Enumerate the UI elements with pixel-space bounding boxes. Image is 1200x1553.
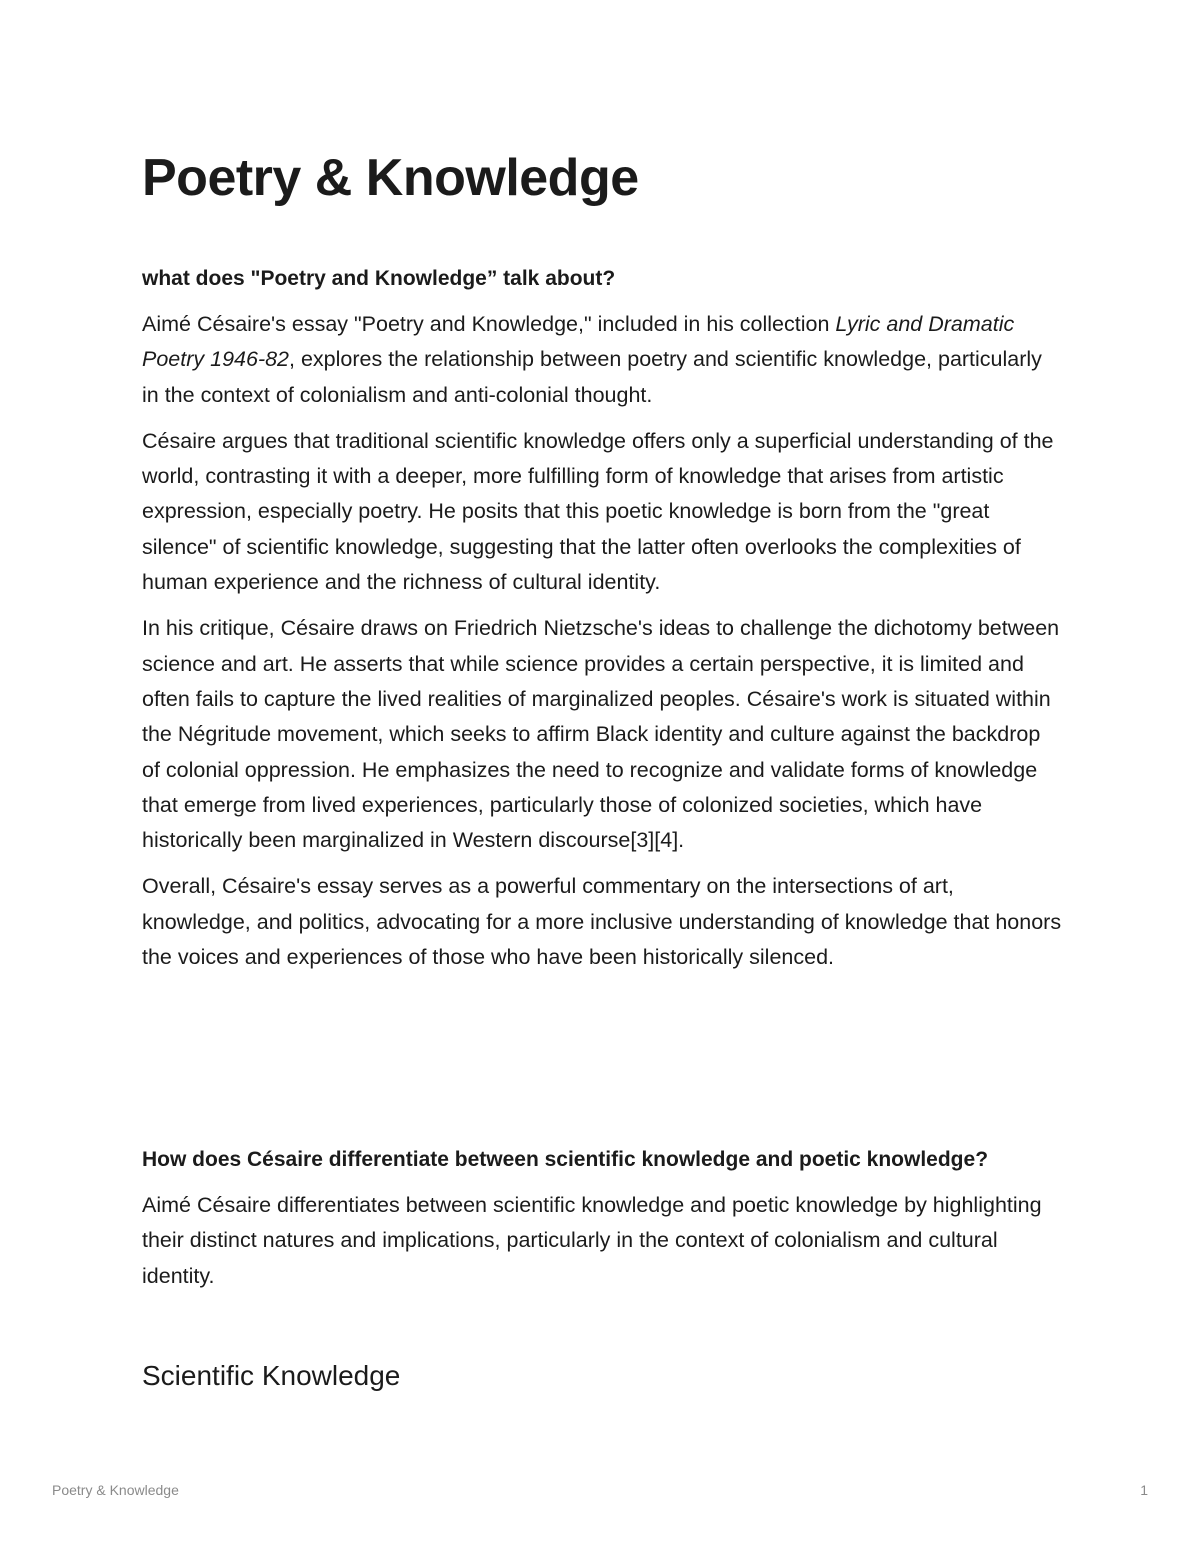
book-title-italic: Lyric and Dramatic Poetry 1946-82 <box>142 312 1015 372</box>
paragraph-overall: Overall, Césaire's essay serves as a powerful commentary on the intersections of art, knowledge, and politics, advocating for a more inclusive understanding of knowledge that honors the voices and experiences of those who have been historically silenced. <box>142 874 1062 970</box>
paragraph-argument: Césaire argues that traditional scientific knowledge offers only a superficial understanding of the world, contrasting it with a deeper, more fulfilling form of knowledge that arises from artistic expression, especially poetry. He posits that this poetic knowledge is born from the "great silence" of scientific knowledge, suggesting that the latter often overlooks the complexities of human experience and the richness of cultural identity. <box>142 428 1054 595</box>
section-what-does-it-talk-about <box>142 261 1062 975</box>
paragraph-intro-text-end: , explores the relationship between poetry and scientific knowledge, particularly in the context of colonialism and anti-colonial thought. <box>142 347 1042 407</box>
question-heading: what does "Poetry and Knowledge” talk about? <box>142 267 616 290</box>
footer-title: Poetry & Knowledge <box>52 1482 179 1498</box>
question-heading: How does Césaire differentiate between scientific knowledge and poetic knowledge? <box>142 1148 989 1171</box>
page-footer <box>52 1480 1148 1500</box>
subheading-scientific-knowledge: Scientific Knowledge <box>142 1360 401 1391</box>
footer-page-number: 1 <box>1140 1482 1148 1498</box>
page-title: Poetry & Knowledge <box>142 149 639 207</box>
paragraph-intro-text: Aimé Césaire's essay "Poetry and Knowledge," included in his collection <box>142 312 836 336</box>
section-differentiation <box>142 1142 1062 1294</box>
paragraph-differentiation: Aimé Césaire differentiates between scientific knowledge and poetic knowledge by highlighting their distinct natures and implications, particularly in the context of colonialism and cultural identity. <box>142 1193 1042 1288</box>
paragraph-intro <box>142 307 1062 413</box>
paragraph-critique: In his critique, Césaire draws on Friedrich Nietzsche's ideas to challenge the dichotomy between science and art. He asserts that while science provides a certain perspective, it is limited and often fails to capture the lived realities of marginalized peoples. Césaire's work is situated within the Négritude movement, which seeks to affirm Black identity and culture against the backdrop of colonial oppression. He emphasizes the need to recognize and validate forms of knowledge that emerge from lived experiences, particularly those of colonized societies, which have historically been marginalized in Western discourse[3][4]. <box>142 616 1060 853</box>
